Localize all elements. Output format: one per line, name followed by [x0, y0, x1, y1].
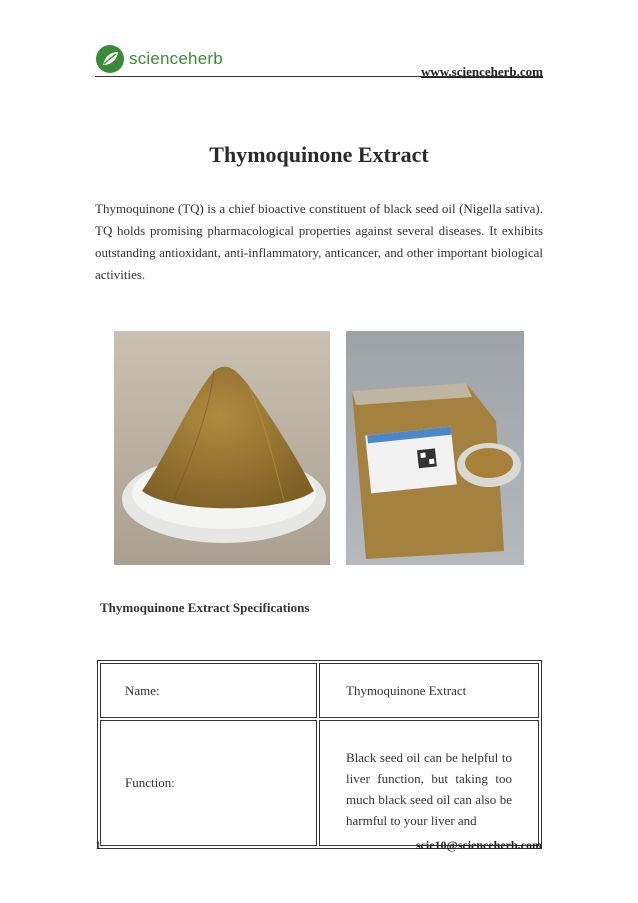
header-divider [95, 76, 543, 77]
website-link[interactable]: www.scienceherb.com [420, 64, 543, 79]
intro-paragraph: Thymoquinone (TQ) is a chief bioactive constituent of black seed oil (Nigella sativa). TQ holds promising pharmacological properties against several diseases. It exhibits outstanding antioxidant, anti-inflammatory, anticancer, and other important biological activities. [95, 201, 543, 282]
spec-label: Name: [100, 663, 317, 718]
specifications-table [97, 660, 542, 849]
packaged-powder-photo [346, 331, 524, 565]
page-title: Thymoquinone Extract [209, 142, 429, 167]
brand-name: scienceherb [129, 49, 223, 68]
spec-value: Black seed oil can be helpful to liver function, but taking too much black seed oil can also be harmful to your liver and [319, 720, 539, 846]
page-number: 1 [95, 838, 101, 852]
powder-plate-photo [114, 331, 330, 565]
table-row [100, 720, 539, 846]
page-header [95, 44, 543, 78]
contact-email[interactable]: scie10@scienceherb.com [415, 838, 542, 852]
brand-logo[interactable] [95, 44, 223, 74]
specifications-heading: Thymoquinone Extract Specifications [100, 600, 310, 615]
leaf-logo-icon [95, 44, 125, 74]
spec-value: Thymoquinone Extract [319, 663, 539, 718]
table-row [100, 663, 539, 718]
spec-label: Function: [100, 720, 317, 846]
